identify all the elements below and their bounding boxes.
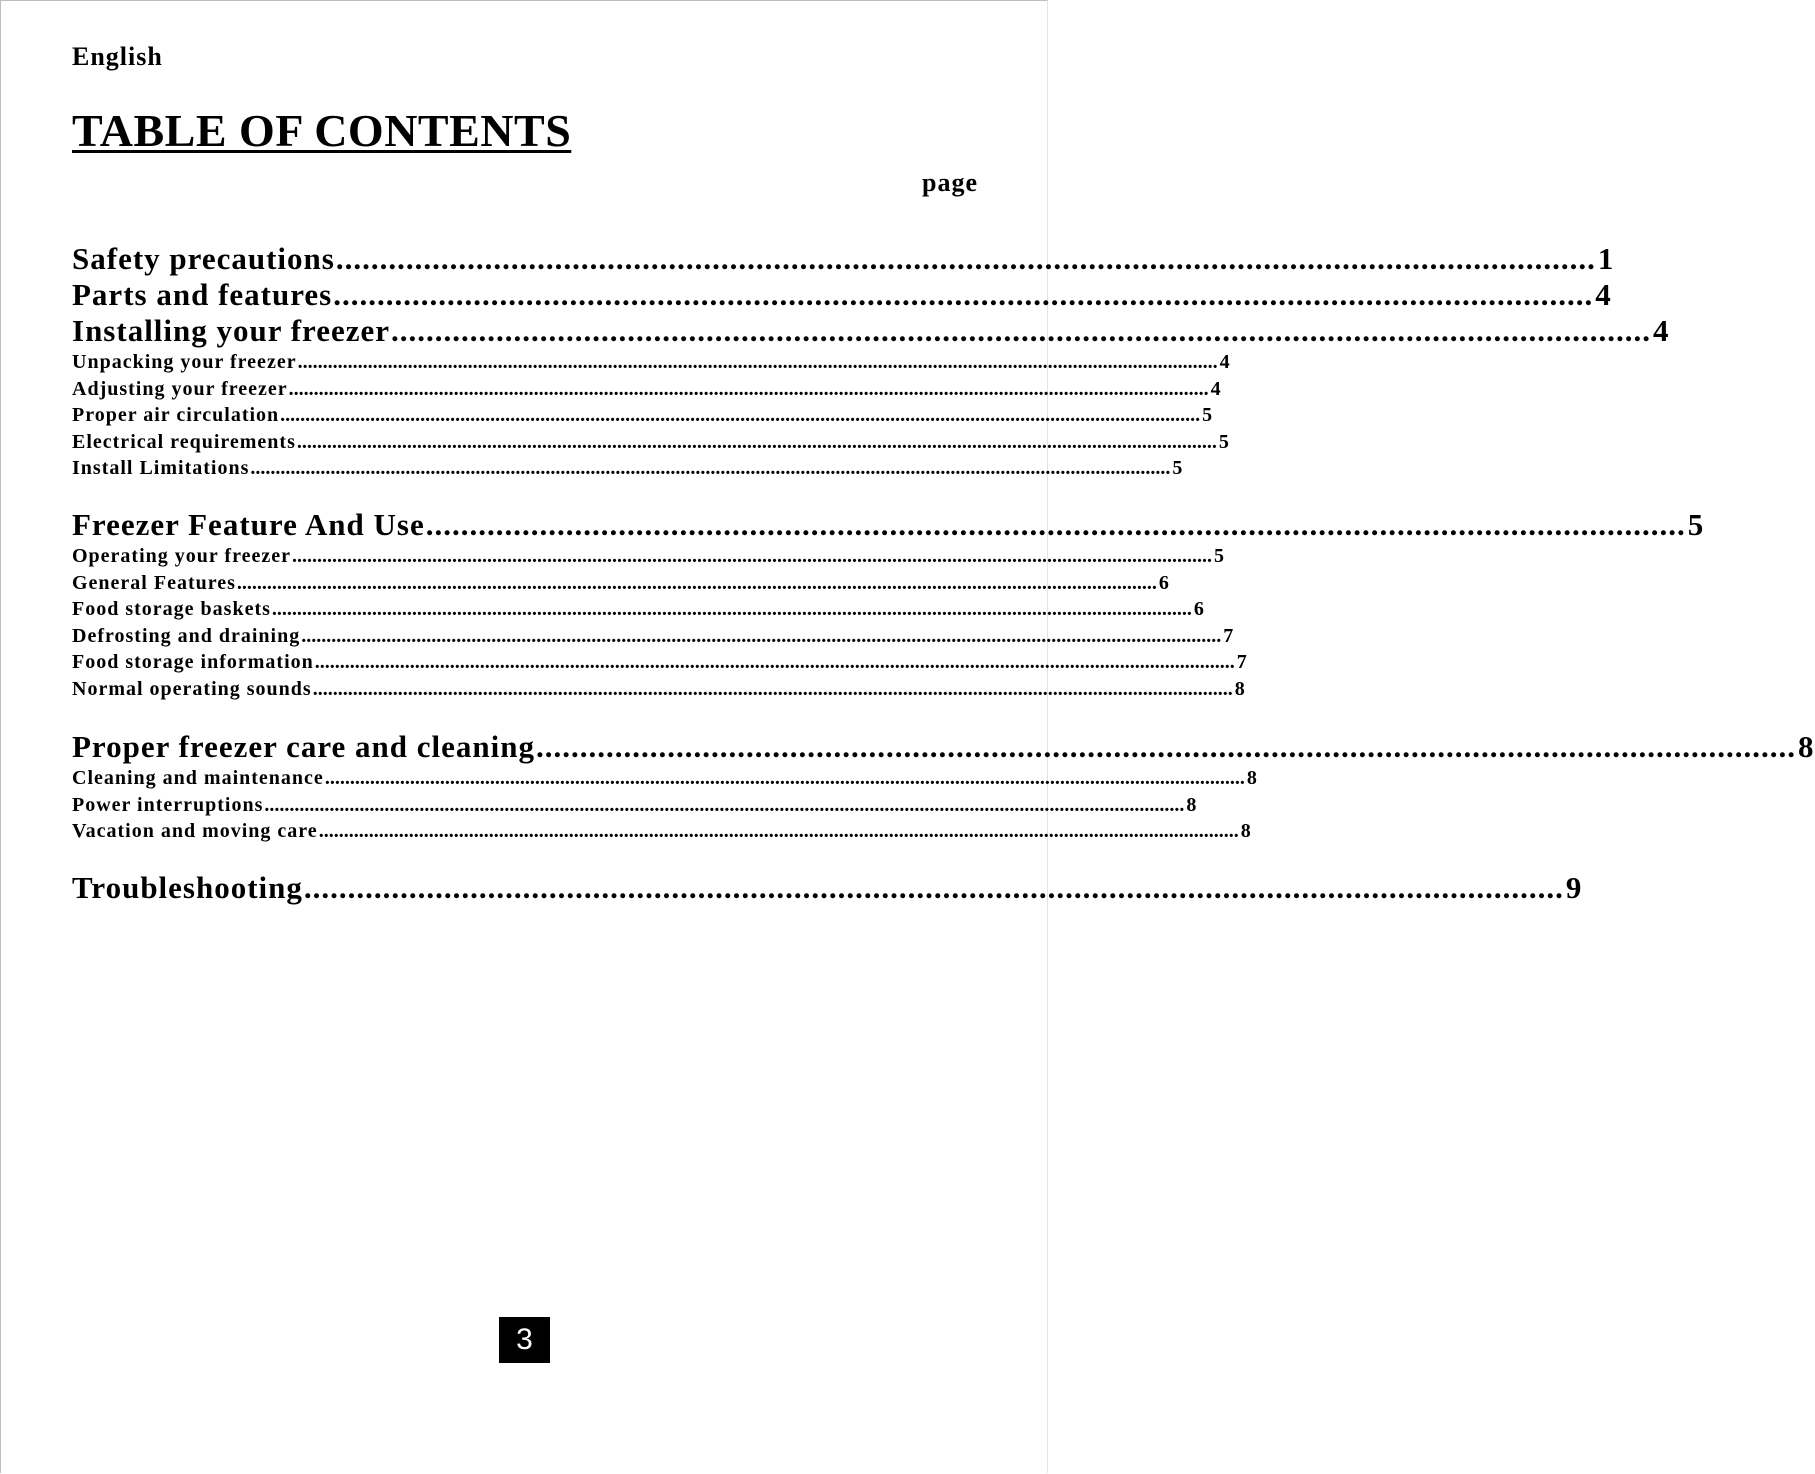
dot-leader: ........................................................................................................................................................................................ (324, 767, 1245, 789)
toc-item-air-circulation[interactable] (72, 402, 1214, 429)
toc-item-label: Defrosting and draining (72, 624, 301, 647)
toc-heading-label: Installing your freezer (72, 313, 391, 348)
toc-item-page: 4 (1219, 351, 1231, 373)
toc-item-adjusting[interactable] (72, 376, 1222, 403)
dot-leader: ........................................................................................................................................................................................ (264, 793, 1185, 816)
toc-item-page: 7 (1236, 651, 1248, 674)
toc-item-label: Vacation and moving care (72, 820, 318, 843)
toc-item-label: Adjusting your freezer (72, 377, 288, 400)
toc-heading-installing-your-freezer[interactable] (72, 313, 1670, 349)
toc-heading-troubleshooting[interactable] (72, 870, 1583, 906)
language-label: English (72, 42, 163, 71)
toc-item-vacation-moving[interactable] (72, 818, 1252, 845)
page-number-badge: 3 (499, 1317, 550, 1363)
dot-leader: ........................................................................................................................................................................................ (288, 377, 1209, 400)
dot-leader: ................................................................................................................................................ (303, 870, 1564, 905)
toc-section-troubleshooting (72, 870, 1583, 906)
dot-leader: ........................................................................................................................................................................................ (291, 545, 1212, 567)
toc-heading-page: 9 (1565, 870, 1583, 905)
toc-heading-page: 4 (1653, 313, 1670, 348)
dot-leader: ........................................................................................................................................................................................ (301, 624, 1222, 647)
toc-item-label: Normal operating sounds (72, 677, 312, 700)
toc-heading-page: 8 (1798, 729, 1815, 764)
dot-leader: ........................................................................................................................................................................................ (250, 457, 1171, 480)
toc-section-feature-and-use (72, 507, 1705, 703)
toc-item-label: Cleaning and maintenance (72, 767, 324, 789)
dot-leader: ........................................................................................................................................................................................ (271, 598, 1192, 621)
toc-heading-care-and-cleaning[interactable] (72, 729, 1815, 765)
toc-item-page: 8 (1234, 677, 1246, 700)
toc-item-page: 8 (1186, 793, 1198, 816)
dot-leader: ........................................................................................................................................................................................ (312, 677, 1233, 700)
toc-item-label: Electrical requirements (72, 430, 296, 453)
toc-heading-page: 1 (1597, 241, 1615, 276)
dot-leader: ................................................................................................................................................ (391, 313, 1652, 348)
toc-item-page: 5 (1202, 404, 1214, 427)
toc-section-safety (72, 241, 1670, 482)
dot-leader: ........................................................................................................................................................................................ (314, 651, 1235, 674)
toc-item-operating[interactable] (72, 543, 1225, 570)
toc-item-page: 6 (1158, 571, 1170, 594)
toc-item-label: Food storage information (72, 651, 314, 674)
toc-item-page: 7 (1223, 624, 1235, 647)
toc-heading-parts-and-features[interactable] (72, 277, 1612, 313)
dot-leader: ................................................................................................................................................ (536, 729, 1797, 764)
toc-item-page: 8 (1246, 767, 1258, 789)
dot-leader: ........................................................................................................................................................................................ (297, 351, 1218, 373)
toc-heading-label: Freezer Feature And Use (72, 507, 425, 542)
toc-heading-page: 4 (1595, 277, 1612, 312)
toc-heading-label: Parts and features (72, 277, 333, 312)
toc-item-power-interruptions[interactable] (72, 792, 1198, 819)
toc-item-label: Power interruptions (72, 793, 264, 816)
toc-item-label: Unpacking your freezer (72, 351, 297, 373)
toc-item-label: General Features (72, 571, 236, 594)
toc-item-label: Proper air circulation (72, 404, 280, 427)
toc-item-food-storage-baskets[interactable] (72, 596, 1205, 623)
toc-heading-label: Troubleshooting (72, 870, 303, 905)
dot-leader: ................................................................................................................................................ (335, 241, 1596, 276)
toc-heading-safety-precautions[interactable] (72, 241, 1615, 277)
toc-section-care-and-cleaning (72, 729, 1815, 845)
dot-leader: ........................................................................................................................................................................................ (318, 820, 1239, 843)
toc-heading-label: Safety precautions (72, 241, 335, 276)
toc-heading-label: Proper freezer care and cleaning (72, 729, 536, 764)
dot-leader: ........................................................................................................................................................................................ (280, 404, 1201, 427)
page-title: TABLE OF CONTENTS (72, 105, 572, 156)
toc-item-page: 5 (1213, 545, 1225, 567)
toc-item-install-limitations[interactable] (72, 455, 1184, 482)
dot-leader: ................................................................................................................................................ (425, 507, 1686, 542)
toc-item-page: 6 (1193, 598, 1205, 621)
toc-item-food-storage-info[interactable] (72, 649, 1248, 676)
toc-item-label: Operating your freezer (72, 545, 291, 567)
toc-item-page: 5 (1172, 457, 1184, 480)
toc-item-defrosting[interactable] (72, 623, 1235, 650)
toc-heading-page: 5 (1687, 507, 1705, 542)
dot-leader: ........................................................................................................................................................................................ (296, 430, 1217, 453)
toc-item-page: 8 (1240, 820, 1252, 843)
toc-item-page: 5 (1218, 430, 1230, 453)
toc-item-label: Food storage baskets (72, 598, 271, 621)
toc-item-operating-sounds[interactable] (72, 676, 1246, 703)
dot-leader: ................................................................................................................................................ (333, 277, 1594, 312)
toc-heading-freezer-feature-and-use[interactable] (72, 507, 1705, 543)
toc-item-page: 4 (1210, 377, 1222, 400)
toc-item-unpacking[interactable] (72, 349, 1231, 376)
toc-item-cleaning-maintenance[interactable] (72, 765, 1258, 792)
toc-item-label: Install Limitations (72, 457, 250, 480)
dot-leader: ........................................................................................................................................................................................ (236, 571, 1157, 594)
toc-item-electrical[interactable] (72, 429, 1230, 456)
page-column-label: page (922, 168, 978, 197)
toc-item-general-features[interactable] (72, 570, 1170, 597)
